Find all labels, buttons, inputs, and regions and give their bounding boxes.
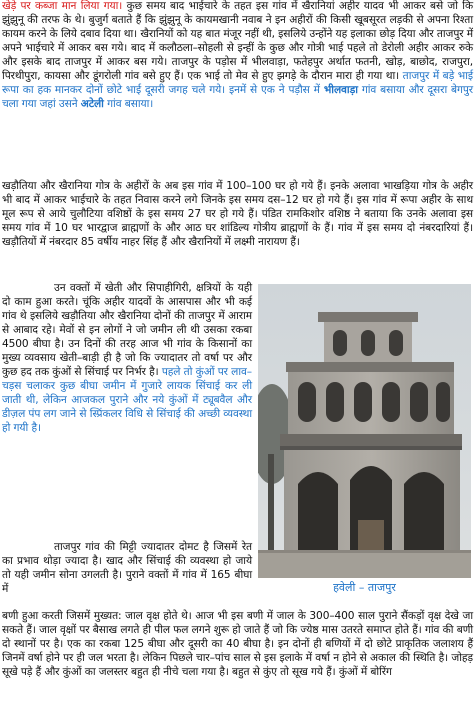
paragraph-soil: ताजपुर गांव की मिट्टी ज्यादातर दोमट है जिसमें रेत का प्रभाव थोड़ा ज्यादा है। खाद और सिंचाई की व्यवस्था हो जाये तो यही जमीन सोना उगलती है। पुराने वक्तों में गांव में 165 बीघा में <box>2 541 252 595</box>
body-text: उन वक्तों में खेती और सिपाहीगिरी, क्षत्रियों के यही दो काम हुआ करते। चूंकि अहीर यादवों के आसपास और भी कई गांव थे इसलिये खड़ौतिया और खैरानिया दोनों की ताजपुर में आराम से आबाद रहे। मेवों से इन लोगों ने जो जमीन ली थी उसका रकबा 4500 बीघा है। उन दिनों की तरह आज भी गांव के किसानों का मुख्य व्यवसाय खेती–बाड़ी ही है जो कि ज्यादातर तो वर्षा पर और कुछ हद तक कुंओं से सिंचाई पर निर्भर है। <box>2 282 252 378</box>
highlight-text: पहले तो कुंओं पर लाव–चड़स चलाकर कुछ बीघा जमीन में गुजारे लायक सिंचाई कर ली जाती थी, लेकिन आजकल पुराने और नये कुंओं में ट्यूबवैल और डीज़ल पंप लग जाने से स्प्रिंकलर विधि से सिंचाई की अच्छी व्यवस्था हो गयी है। <box>2 365 252 434</box>
body-text: कुछ समय बाद भाईचारे के तहत इस गांव में खैरानियां अहीर यादव भी आकर बसे जो कि झुंझुनू की तरफ के थे। बुजुर्ग बताते हैं कि झुंझुनू के कायमखानी नवाब ने इन अहीरों की किसी खूबसूरत लड़की से अपना रिश्ता कायम करने के लिये दबाव दिया था। खैरानियों को यह बात मंजूर नहीं थी, इसलिये उन्होंने यह इलाका छोड़ दिया और ताजपुर में अपने भाईचारे में आकर बस गये। बाद में कलौठला–सोहली से इन्हीं के कुछ और गोत्री भाई पहले तो डेरोली अहीर आकर रुके और इसके बाद ताजपुर में आकर बस गये। ताजपुर के पड़ोस में भीलवाड़ा, फतेहपुर अर्थात फतनी, खोड़, बाछोद, राजपुरा, पिरथीपुरा, कायसा और डूंगरोली गांव बसे हुए हैं। एक भाई तो मेव से हुए झगड़े के दौरान मारा ही गया था। <box>2 0 473 82</box>
paragraph-village-history <box>2 0 473 112</box>
highlight-text: गांव बसाया। <box>103 97 154 110</box>
paragraph-bani-forest: बणी हुआ करती जिसमें मुख्यत: जाल वृक्ष होते थे। आज भी इस बणी में जाल के 300–400 साल पुराने सैंकड़ों वृक्ष देखे जा सकते हैं। जाल वृक्षों पर बैसाख लगते ही पील फल लगने शुरू हो जाते हैं जो कि ज्येष्ठ मास उतरते समाप्त होते हैं। गांव की बणी दो स्थानों पर है। एक का रकबा 125 बीघा और दूसरी का 40 बीघा है। इन दोनों ही बणियों में दो छोटे प्राकृतिक जलाशय हैं जिनमें वर्षा होने पर ही जल भरता है। लेकिन पिछले चार–पांच साल से इस इलाके में वर्षा न होने से अकाल की स्थिति है। जोहड़ सूखे पड़े हैं और कुंओं का जलस्तर बहुत ही नीचे चला गया है। बहुत से कुंए तो सूख गये हैं। कुंओं में बोरिंग <box>2 610 473 678</box>
haveli-photo <box>258 284 471 578</box>
haveli-illustration <box>258 284 471 578</box>
highlight-text: गांव बसाया और दूसरा बेगपुर चला गया जहां उसने <box>2 83 473 110</box>
place-name: अटेली <box>80 97 104 110</box>
paragraph-castes: खड़ौतिया और खैरानिया गोत्र के अहीरों के अब इस गांव में 100–100 घर हो गये हैं। इनके अलावा भाखड़िया गोत्र के अहीर भी बाद में आकर भाईचारे के तहत निवास करने लगे जिनके इस समय दस–12 घर हो गये हैं। इस गांव में रूपा अहीर के साथ मूल रूप से आये चुलौटिया वशिष्ठों के इस समय 27 घर हो गये हैं। पंडित रामकिशोर वशिष्ठ ने बताया कि उनके अलावा इस समय गांव में 10 घर भारद्वाज ब्राह्मणों के और आठ घर शांडिल्य गोत्रीय ब्राह्मणों के हैं। गांव में इस समय दो नंबरदारियां हैं। खड़ौतियों में नंबरदार 85 वर्षीय नाहर सिंह हैं और खैरानियों में लक्ष्मी नारायण हैं। <box>2 180 473 248</box>
highlight-text: खेड़े पर कब्जा मान लिया गया। <box>2 0 123 12</box>
paragraph-agriculture <box>2 282 252 435</box>
photo-caption: हवेली – ताजपुर <box>333 581 396 594</box>
place-name: भीलवाड़ा <box>323 83 358 96</box>
highlight-text: ताजपुर में बड़े भाई रूपा का हक मानकर दोनों छोटे भाई दूसरी जगह चले गये। इनमें से एक ने पड़ौस में <box>2 69 473 96</box>
